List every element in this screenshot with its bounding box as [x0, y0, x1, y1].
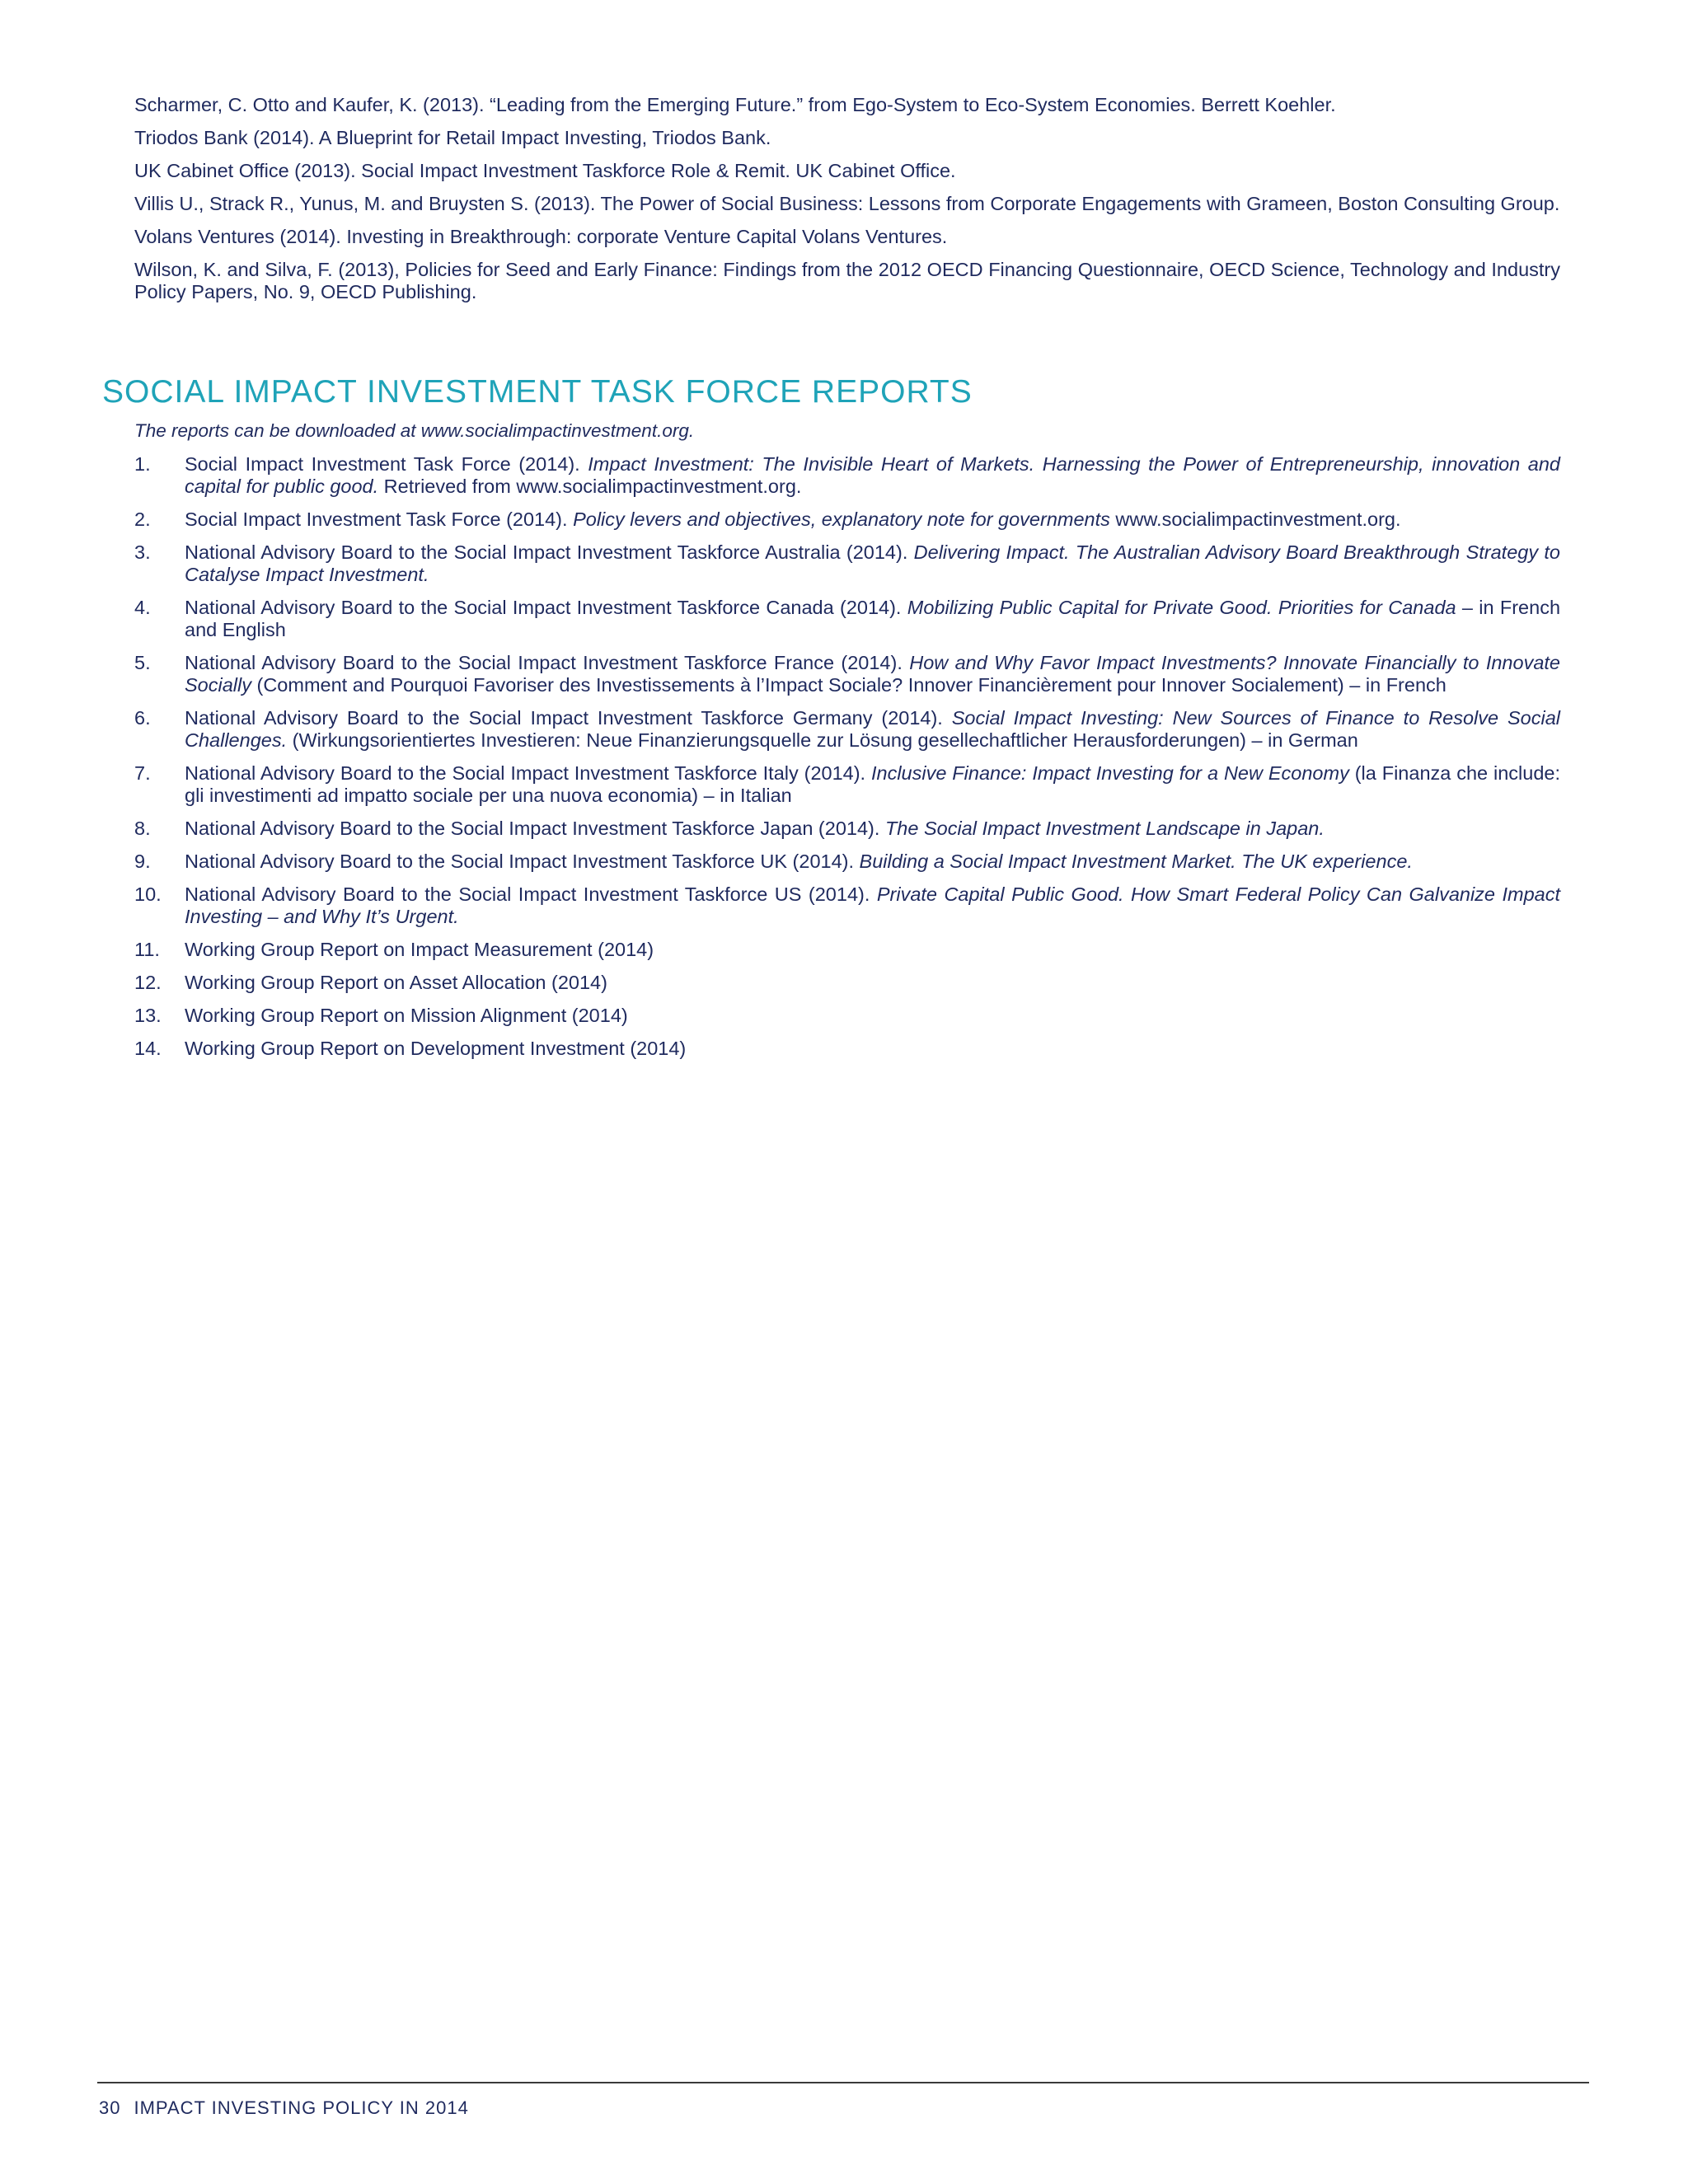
- report-item: [134, 597, 1560, 641]
- reference-entry: Scharmer, C. Otto and Kaufer, K. (2013). “Leading from the Emerging Future.” from Ego-System to Eco-System Economies. Berrett Koehler.: [134, 94, 1336, 115]
- report-item: [134, 972, 1560, 994]
- report-item: [134, 818, 1560, 840]
- report-number: 13.: [134, 1005, 162, 1026]
- report-author: National Advisory Board to the Social Impact Investment Taskforce Australia (2014).: [185, 541, 914, 563]
- report-author: Social Impact Investment Task Force (2014).: [185, 509, 574, 530]
- report-citation: [185, 883, 1560, 928]
- report-citation: [185, 453, 1560, 498]
- report-number: 12.: [134, 972, 162, 993]
- report-author: National Advisory Board to the Social Impact Investment Taskforce Japan (2014).: [185, 818, 885, 839]
- report-number: 14.: [134, 1038, 162, 1059]
- report-title: Delivering Impact. The Australian Advisory Board Breakthrough Strategy to Catalyse Impact Investment.: [185, 541, 1560, 585]
- report-title: The Social Impact Investment Landscape in Japan.: [884, 818, 1325, 839]
- report-number: 9.: [134, 851, 151, 872]
- report-item: [134, 509, 1560, 531]
- report-item: [134, 883, 1560, 928]
- report-item: [134, 762, 1560, 807]
- report-suffix: (Comment and Pourquoi Favoriser des Investissements à l’Impact Sociale? Innover Financièrement pour Innover Socialement) – in French: [251, 674, 1447, 696]
- report-item: [134, 1005, 1560, 1027]
- report-item: [134, 1038, 1560, 1060]
- report-number: 6.: [134, 707, 151, 729]
- report-citation: [185, 597, 1560, 641]
- report-item: [134, 707, 1560, 752]
- report-title: Private Capital Public Good. How Smart Federal Policy Can Galvanize Impact Investing – and Why It’s Urgent.: [185, 883, 1560, 927]
- report-title: Inclusive Finance: Impact Investing for a New Economy: [870, 762, 1349, 784]
- report-citation: [185, 939, 1560, 961]
- report-author: National Advisory Board to the Social Impact Investment Taskforce US (2014).: [185, 883, 877, 905]
- report-number: 5.: [134, 652, 151, 673]
- report-title: Social Impact Investing: New Sources of Finance to Resolve Social Challenges.: [185, 707, 1560, 751]
- reference-entry: UK Cabinet Office (2013). Social Impact Investment Taskforce Role & Remit. UK Cabinet Office.: [134, 160, 956, 181]
- report-title: Building a Social Impact Investment Market. The UK experience.: [859, 851, 1413, 872]
- report-item: [134, 541, 1560, 586]
- report-citation: [185, 972, 1560, 994]
- reference-entry: Triodos Bank (2014). A Blueprint for Retail Impact Investing, Triodos Bank.: [134, 127, 771, 148]
- report-suffix: Retrieved from www.socialimpactinvestment.org.: [378, 476, 802, 497]
- report-citation: [185, 509, 1560, 531]
- report-citation: [185, 1038, 1560, 1060]
- report-author: National Advisory Board to the Social Impact Investment Taskforce Canada (2014).: [185, 597, 907, 618]
- report-title: Mobilizing Public Capital for Private Good. Priorities for Canada: [907, 597, 1456, 618]
- report-author: Working Group Report on Development Investment (2014): [185, 1038, 687, 1059]
- reference-entry: Wilson, K. and Silva, F. (2013), Policies for Seed and Early Finance: Findings from the 2012 OECD Financing Questionnaire, OECD Science, Technology and Industry Policy Papers, No. 9, OECD Publishing.: [134, 259, 1560, 302]
- page-number: 30: [99, 2097, 121, 2118]
- report-author: Working Group Report on Impact Measurement (2014): [185, 939, 654, 960]
- report-list: [134, 453, 1560, 1071]
- report-number: 4.: [134, 597, 151, 618]
- report-citation: [185, 1005, 1560, 1027]
- footer-divider: [97, 2082, 1589, 2083]
- report-suffix: www.socialimpactinvestment.org.: [1109, 509, 1401, 530]
- report-item: [134, 939, 1560, 961]
- report-item: [134, 851, 1560, 873]
- report-citation: [185, 851, 1560, 873]
- report-number: 7.: [134, 762, 151, 784]
- reference-entry: Volans Ventures (2014). Investing in Breakthrough: corporate Venture Capital Volans Ventures.: [134, 226, 948, 247]
- report-citation: [185, 707, 1560, 752]
- report-title: Impact Investment: The Invisible Heart of Markets. Harnessing the Power of Entrepreneurship, innovation and capital for public good.: [185, 453, 1560, 497]
- report-suffix: (la Finanza che include: gli investimenti ad impatto sociale per una nuova economia) – in Italian: [185, 762, 1560, 806]
- reference-list: [134, 94, 1560, 314]
- report-author: National Advisory Board to the Social Impact Investment Taskforce Italy (2014).: [185, 762, 871, 784]
- report-author: National Advisory Board to the Social Impact Investment Taskforce Germany (2014).: [185, 707, 952, 729]
- page-footer: [99, 2097, 469, 2119]
- report-suffix: (Wirkungsorientiertes Investieren: Neue Finanzierungsquelle zur Lösung gesellechaftlicher Herausforderungen) – in German: [287, 729, 1358, 751]
- report-number: 2.: [134, 509, 151, 530]
- report-citation: [185, 818, 1560, 840]
- report-title: Policy levers and objectives, explanatory note for governments: [573, 509, 1110, 530]
- report-title: How and Why Favor Impact Investments? Innovate Financially to Innovate Socially: [185, 652, 1560, 696]
- report-author: Social Impact Investment Task Force (2014).: [185, 453, 588, 475]
- report-number: 10.: [134, 883, 162, 905]
- report-author: Working Group Report on Asset Allocation (2014): [185, 972, 607, 993]
- report-number: 11.: [134, 939, 160, 960]
- report-number: 3.: [134, 541, 151, 563]
- report-number: 1.: [134, 453, 151, 475]
- report-item: [134, 652, 1560, 696]
- running-title: IMPACT INVESTING POLICY IN 2014: [134, 2097, 469, 2118]
- reference-entry: Villis U., Strack R., Yunus, M. and Bruysten S. (2013). The Power of Social Business: Lessons from Corporate Engagements with Grameen, Boston Consulting Group.: [134, 193, 1560, 214]
- report-citation: [185, 762, 1560, 807]
- report-author: National Advisory Board to the Social Impact Investment Taskforce UK (2014).: [185, 851, 860, 872]
- report-suffix: – in French and English: [185, 597, 1561, 640]
- download-note: The reports can be downloaded at www.socialimpactinvestment.org.: [134, 420, 695, 441]
- report-author: National Advisory Board to the Social Impact Investment Taskforce France (2014).: [185, 652, 910, 673]
- report-citation: [185, 652, 1560, 696]
- section-heading: SOCIAL IMPACT INVESTMENT TASK FORCE REPORTS: [102, 374, 973, 410]
- report-item: [134, 453, 1560, 498]
- report-author: Working Group Report on Mission Alignment (2014): [185, 1005, 628, 1026]
- report-number: 8.: [134, 818, 151, 839]
- report-citation: [185, 541, 1560, 586]
